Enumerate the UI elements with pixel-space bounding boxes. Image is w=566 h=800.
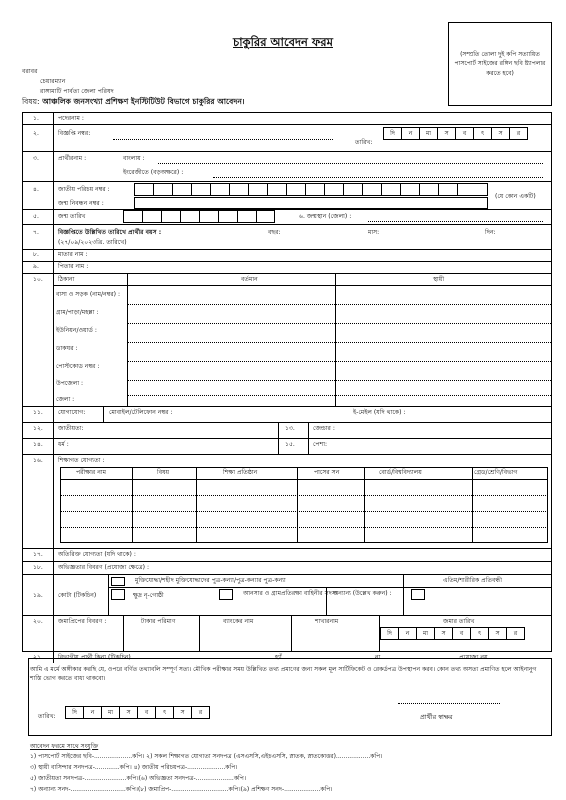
edu-header-year: পাসের সন [314, 469, 340, 476]
any-one-note: (যে কোন একটি) [495, 193, 536, 200]
rule-line [113, 139, 333, 140]
date-cell[interactable]: ৎ [155, 706, 174, 719]
subject-text: আঞ্চলিক জনসংখ্যা প্রশিক্ষণ ইনস্টিটিউট বিভাগে চাকুরির আবেদন। [42, 97, 245, 106]
photo-note: (সম্প্রতি তোলা দুই কপি সত্যায়িত পাসপোর্ট সাইজের রঙ্গিন ছবি ষ্ট্যাপলার করতে হবে) [454, 51, 546, 77]
edu-header-board: বোর্ড/বিশ্ববিদ্যালয় [379, 469, 422, 476]
attachment-line: ১) পাসপোর্ট সাইজের ছবি-....................কপি। ২) সকল শিক্ষাগত যোগ্যতা সনদপত্র (এসএসসি,এইচএসসি, স্নাতক, স্নাতকোত্তর)..................কপি। [30, 753, 383, 760]
date-cell[interactable]: ব [137, 706, 156, 719]
nid-boxes[interactable] [134, 183, 488, 196]
postcode-label: পোস্টকোড নম্বর : [56, 363, 100, 370]
rule-line [23, 181, 551, 182]
rule-line [23, 224, 551, 225]
declaration-box [28, 658, 552, 736]
date-cell[interactable]: দি [65, 706, 84, 719]
address-line1: চেয়ারম্যান [40, 78, 66, 85]
ad-number-label: বিজ্ঞপ্তি নম্বর: [58, 130, 91, 137]
row-number: ১২. [33, 425, 43, 432]
declaration-text: আমি এ মর্মে অঙ্গীকার করছি যে, ওপরে বর্ণিত তথ্যাবলি সম্পূর্ণ সত্য। মৌখিক পরীক্ষার সময় উল্লিখিত তথ্য প্রমাণের জন্য সকল মূল সার্টিফিকেট ও রেকর্ডপত্র উপস্থাপন করব। কোন তথ্য অসত্য প্রমাণিত হলে আইনানুগ শাস্তি ভোগ করতে বাধ্য থাকবো। [30, 666, 537, 683]
date-cell[interactable]: মা [101, 706, 120, 719]
rule-line [23, 651, 551, 652]
rule-line [23, 574, 551, 575]
rule-line [127, 342, 551, 343]
deposit-amount-header: টাকার পরিমাণ [141, 618, 176, 625]
row-number: ১৭. [33, 551, 43, 558]
row-number: ২০. [33, 618, 43, 625]
dob-label: জন্ম তারিখ [58, 213, 86, 220]
edu-header-grade: গ্রেড/শ্রেণি/বিভাগ [474, 469, 518, 476]
rule-line [199, 210, 200, 223]
sign-date-cells[interactable] [66, 706, 210, 719]
deposit-branch-header: শাখারনাম [315, 618, 339, 625]
applicant-name-label: প্রার্থীরনাম : [58, 155, 87, 162]
rule-line [132, 467, 133, 543]
quota-ethnic-checkbox[interactable] [111, 589, 125, 600]
village-label: গ্রাম/পাড়া/মহল্লা : [56, 309, 99, 316]
permanent-address-heading: স্থায়ী [433, 276, 445, 283]
date-cell[interactable]: স [437, 127, 456, 140]
row-number: ১৪. [33, 441, 43, 448]
form-title: চাকুরির আবেদন ফরম [233, 35, 333, 49]
date-cell[interactable]: স [491, 127, 510, 140]
month-label: মাস: [368, 229, 380, 236]
present-address-heading: বর্তমান [241, 276, 258, 283]
row-number: ৯. [33, 263, 39, 270]
row-number: ১৩. [285, 425, 295, 432]
rule-line [127, 380, 551, 381]
quota-ethnic-minority: ক্ষুদ্র নৃ-গোষ্ঠী [133, 592, 164, 599]
attachments-heading: আবেদন ফরমে সাথে সংযুক্তি [30, 743, 99, 750]
row-number: ১৯. [33, 592, 43, 599]
rule-line [286, 183, 287, 196]
post-name-label: পদেরনাম : [58, 115, 84, 122]
row-number: ১০. [33, 276, 43, 283]
rule-line [368, 221, 543, 222]
rule-line [142, 210, 143, 223]
rule-line [324, 183, 325, 196]
rule-line [229, 183, 230, 196]
row-number: ২১. [33, 654, 43, 661]
address-line2: রাঙ্গামাটি পার্বত্য জেলা পরিষদ [40, 88, 114, 95]
rule-line [23, 422, 551, 423]
day-label: দিন: [485, 229, 496, 236]
subject-line [22, 96, 245, 109]
rule-line [343, 183, 344, 196]
rule-line [362, 183, 363, 196]
rule-line [308, 422, 309, 454]
edu-header-subject: বিষয় [157, 469, 170, 476]
date-cell[interactable]: স [488, 627, 507, 640]
contact-label: যোগাযোগ: [58, 409, 86, 416]
rule-line [335, 273, 336, 406]
quota-ff-checkbox[interactable] [111, 577, 125, 586]
rule-line [419, 183, 420, 196]
date-cell[interactable]: র [509, 127, 528, 140]
rule-line [127, 395, 551, 396]
rule-line [403, 574, 404, 615]
deposit-details-label: জমাপ্রিপের বিবরণ : [58, 618, 107, 625]
row-number: ৪. [33, 186, 39, 193]
attachment-line: ৩) স্থায়ী বাসিন্দার সনদপত্র-.............কপি। ৪) জাতীয় পরিচয়পত্র-....................কপি। [30, 764, 238, 771]
post-office-label: ডাকঘর : [56, 345, 78, 352]
union-label: ইউনিয়ন/ওয়ার্ড : [56, 327, 97, 334]
row-number: ১. [33, 115, 39, 122]
attachment-line: ৫) জাতীয়তা সনদপত্র-......................কপি।(৬) অভিজ্ঞতা সনদপত্র-....................কপি। [30, 775, 246, 782]
rule-line [23, 249, 551, 250]
rule-line [127, 273, 128, 406]
religion-label: ধর্ম : [58, 441, 69, 448]
house-road-label: বাসা ও সড়ক (নাম/নম্বর) : [56, 291, 121, 298]
occupation-label: পেশা: [313, 441, 328, 448]
rule-line [153, 183, 154, 196]
row-number: ৮. [33, 251, 39, 258]
mother-name-label: মাতার নাম : [58, 251, 88, 258]
quota-orphan-checkbox[interactable] [411, 589, 425, 600]
rule-line [23, 151, 551, 152]
rule-line [291, 615, 292, 651]
row-number: ২. [33, 130, 39, 137]
rule-line [161, 210, 162, 223]
rule-line [23, 615, 551, 616]
date-cell[interactable]: র [506, 627, 525, 640]
row-number: ৭. [33, 229, 39, 236]
date-cell[interactable]: মা [416, 627, 435, 640]
date-cell[interactable]: ন [401, 127, 420, 140]
date-label: তারিখ: [355, 139, 373, 146]
birth-reg-boxes[interactable] [134, 197, 488, 209]
date-cell[interactable]: ৎ [473, 127, 492, 140]
rule-line [256, 210, 257, 223]
district-label: জেলা : [56, 396, 75, 403]
signature-label: প্রার্থীর স্বাক্ষর [420, 713, 453, 721]
year-label: বছর: [268, 229, 281, 236]
rule-line [60, 527, 548, 528]
rule-line [23, 561, 551, 562]
mobile-label: মোবাইল/টেলিফোন নম্বর : [109, 409, 173, 416]
photo-box [448, 22, 552, 106]
rule-line [60, 495, 548, 496]
row-number: ১১. [33, 409, 43, 416]
sign-date-label: তারিখ: [38, 713, 56, 720]
rule-line [103, 406, 104, 422]
extra-qualification-label: অতিরিক্ত যোগ্যতা (যদি থাকে) : [58, 551, 136, 558]
rule-line [108, 587, 551, 588]
rule-line [364, 467, 365, 543]
rule-line [191, 183, 192, 196]
rule-line [196, 467, 197, 543]
rule-line [305, 183, 306, 196]
rule-line [127, 323, 551, 324]
rule-line [60, 479, 548, 480]
quota-ansar-vdp: আনসার ও গ্রামপ্রতিরক্ষা বাহিনীর সদস্য [243, 590, 338, 597]
rule-line [457, 183, 458, 196]
rule-line [199, 615, 200, 651]
date-cell[interactable]: ন [83, 706, 102, 719]
rule-line [210, 183, 211, 196]
rule-line [127, 361, 551, 362]
date-cell[interactable]: স [173, 706, 192, 719]
rule-line [23, 548, 551, 549]
rule-line [123, 615, 124, 651]
rule-line [53, 113, 54, 651]
rule-line [23, 209, 551, 210]
deposit-date-cells[interactable] [381, 627, 525, 640]
quota-orphan-disabled: এতিম/শারীরিক প্রতিবন্ধী [443, 577, 502, 584]
rule-line [237, 210, 238, 223]
address-label: ঠিকানা [58, 276, 75, 283]
date-cell[interactable]: ন [398, 627, 417, 640]
birthplace-label: ৬. জন্মস্থান (জেলা) : [299, 213, 352, 220]
rule-line [23, 273, 551, 274]
attachment-line: ৭) অন্যান্য সনদ-.............................কপি।(৮) জমাপ্রিপ-..............................কপি।(৯) প্রশিক্ষণ সনদ-...................কপি। [30, 786, 333, 793]
quota-label: কোটা (টিকচিন) [58, 592, 97, 599]
rule-line [158, 163, 543, 164]
option-yes: হ্যাঁ [275, 654, 282, 661]
subject-label: বিষয়: [22, 97, 40, 106]
date-cell[interactable]: স [119, 706, 138, 719]
rule-line [127, 304, 551, 305]
age-label: বিজ্ঞপ্তিতে উল্লিখিত তারিখে প্রার্থীর বয়স : [58, 229, 162, 236]
application-form [22, 112, 552, 661]
date-cell[interactable]: ব [455, 127, 474, 140]
row-number: ১৫. [285, 441, 295, 448]
birth-reg-label: জন্ম নিবন্ধন নম্বর : [58, 200, 104, 207]
education-label: শিক্ষাগত যোগ্যতা : [58, 457, 105, 464]
edu-header-institution: শিক্ষা প্রতিষ্ঠান [223, 469, 258, 476]
father-name-label: পিতার নাম : [58, 263, 89, 270]
experience-label: অভিজ্ঞতার বিবরণ (প্রযোজ্য ক্ষেত্রে) : [58, 564, 150, 571]
signature-line [398, 703, 500, 704]
date-cell[interactable]: র [191, 706, 210, 719]
upazila-label: উপজেলা : [56, 380, 84, 387]
nid-label: জাতীয় পরিচয় নম্বর : [58, 186, 110, 193]
row-number: ৩. [33, 155, 39, 162]
rule-line [108, 574, 109, 615]
rule-line [60, 511, 548, 512]
deposit-date-header: জমার তারিখ [443, 618, 475, 625]
edu-header-exam: পরীক্ষার নাম [76, 469, 107, 476]
rule-line [23, 261, 551, 262]
rule-line [180, 210, 181, 223]
date-cell[interactable]: দি [383, 127, 402, 140]
row-number: ৫. [33, 213, 39, 220]
rule-line [297, 467, 298, 543]
rule-line [213, 177, 543, 178]
ad-date-cells[interactable] [384, 127, 528, 140]
quota-freedom-fighter: মুক্তিযোদ্ধা/শহীদ মুক্তিযোদ্ধাদের পুত্র-কন্যা/পুত্র-কন্যার পুত্র-কন্যা [135, 577, 286, 584]
rule-line [400, 183, 401, 196]
quota-other: অন্যান্য (উল্লেখ করুন) : [333, 590, 392, 597]
rule-line [248, 183, 249, 196]
rule-line [438, 183, 439, 196]
date-cell[interactable]: ৎ [470, 627, 489, 640]
rule-line [381, 183, 382, 196]
row-number: ১৮. [33, 564, 43, 571]
option-no: না [375, 654, 381, 661]
quota-ansar-checkbox[interactable] [219, 589, 233, 600]
rule-line [23, 454, 551, 455]
email-label: ই-মেইল (যদি থাকে) : [353, 409, 406, 416]
rule-line [278, 422, 279, 454]
nationality-label: জাতীয়তা: [58, 425, 84, 432]
address-to: বরাবর [22, 68, 38, 75]
row-number: ১৬. [33, 457, 43, 464]
rule-line [472, 467, 473, 543]
rule-line [53, 285, 551, 286]
rule-line [23, 438, 551, 439]
bangla-label: বাংলায় : [123, 155, 145, 162]
date-cell[interactable]: দি [380, 627, 399, 640]
rule-line [218, 210, 219, 223]
age-reference-date: (২৭/০৯/২০২৩খ্রি. তারিখে) [58, 239, 127, 246]
date-cell[interactable]: ব [452, 627, 471, 640]
option-not-applicable: প্রযোজ্য নয় [459, 654, 488, 661]
date-cell[interactable]: মা [419, 127, 438, 140]
rule-line [267, 183, 268, 196]
rule-line [23, 124, 551, 125]
gender-label: জেন্ডার : [313, 425, 335, 432]
english-label: ইংরেজীতে (বড়অক্ষরে) : [123, 169, 184, 176]
date-cell[interactable]: স [434, 627, 453, 640]
deposit-bank-header: ব্যাংকের নাম [223, 618, 254, 625]
rule-line [172, 183, 173, 196]
departmental-candidate-label: বিভাগীয় প্রার্থী কিনা (টিকচিন) [58, 654, 131, 661]
